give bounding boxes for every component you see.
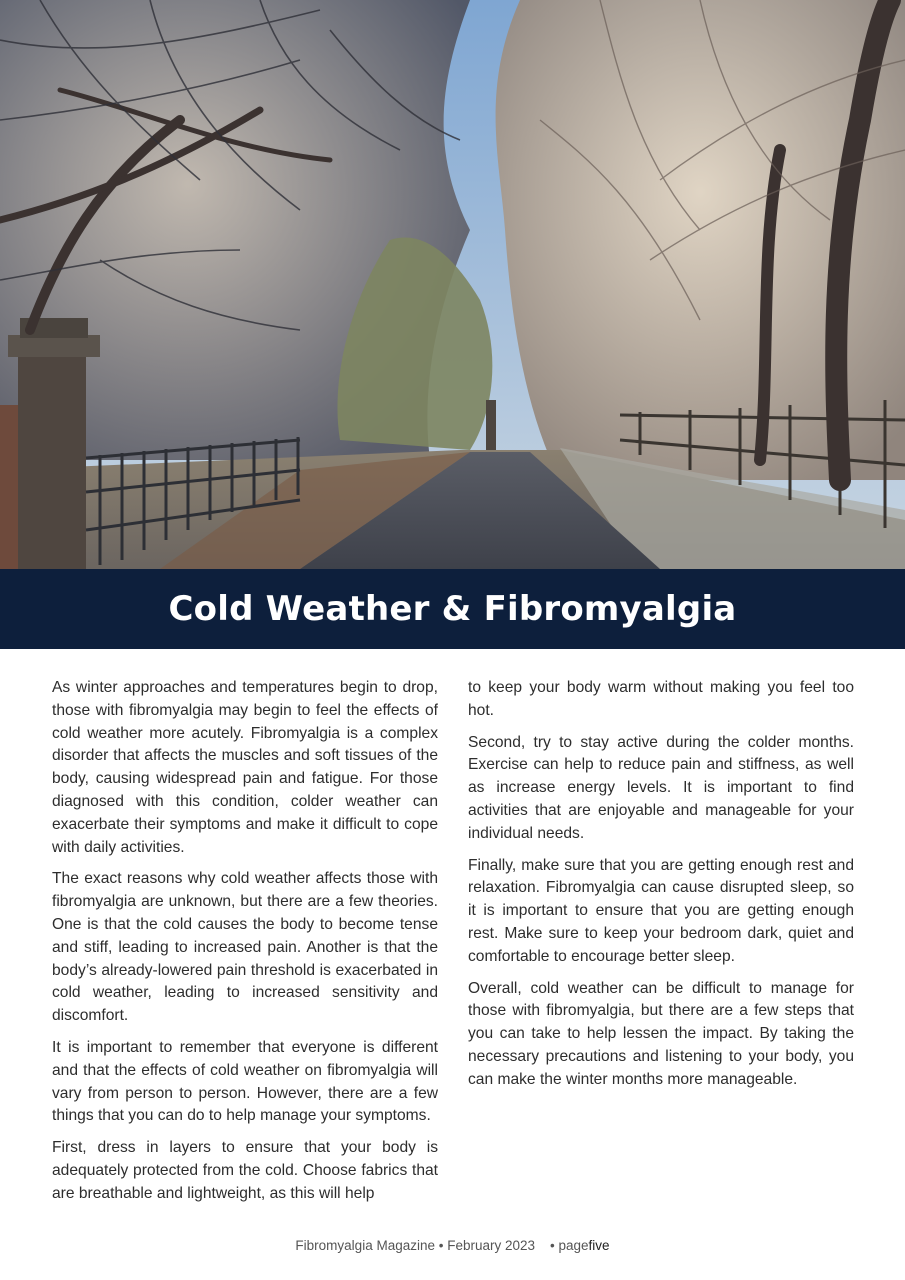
article-column-right <box>468 677 854 1101</box>
paragraph: As winter approaches and temperatures begin to drop, those with fibromyalgia may begin to feel the effects of cold weather more acutely. Fibromyalgia is a complex disorder that affects the muscles and soft tissues of the body, causing widespread pain and fatigue. For those diagnosed with this condition, colder weather can exacerbate their symptoms and make it difficult to cope with daily activities. <box>52 679 438 856</box>
footer-page-prefix: • page <box>550 1238 589 1253</box>
page-footer <box>0 1238 905 1253</box>
frosty-lane-illustration <box>0 0 905 569</box>
article-title: Cold Weather & Fibromyalgia <box>168 589 737 629</box>
paragraph: Finally, make sure that you are getting enough rest and relaxation. Fibromyalgia can cause disrupted sleep, so it is important to ensure that you are getting enough rest. Make sure to keep your bedroom dark, quiet and comfortable to encourage better sleep. <box>468 856 854 965</box>
footer-page-number: five <box>588 1238 610 1253</box>
paragraph: Overall, cold weather can be difficult to manage for those with fibromyalgia, but there are a few steps that you can take to help lessen the impact. By taking the necessary precautions and listening to your body, you can make the winter months more manageable. <box>468 979 854 1088</box>
footer-publication: Fibromyalgia Magazine • February 2023 <box>295 1238 536 1253</box>
paragraph: to keep your body warm without making you feel too hot. <box>468 679 854 719</box>
paragraph: Second, try to stay active during the colder months. Exercise can help to reduce pain and stiffness, as well as increase energy levels. It is important to find activities that are enjoyable and manageable for your individual needs. <box>468 733 854 842</box>
article-column-left <box>52 677 438 1232</box>
hero-image <box>0 0 905 569</box>
paragraph: The exact reasons why cold weather affects those with fibromyalgia are unknown, but there are a few theories. One is that the cold causes the body to become tense and stiff, leading to increased pain. Another is that the body’s already-lowered pain threshold is exacerbated in cold weather, leading to increased sensitivity and discomfort. <box>52 870 438 1025</box>
paragraph: First, dress in layers to ensure that your body is adequately protected from the cold. Choose fabrics that are breathable and lightweight, as this will help <box>52 1139 438 1202</box>
title-banner <box>0 569 905 649</box>
paragraph: It is important to remember that everyone is different and that the effects of cold weather on fibromyalgia will vary from person to person. However, there are a few things that you can do to help manage your symptoms. <box>52 1038 438 1125</box>
